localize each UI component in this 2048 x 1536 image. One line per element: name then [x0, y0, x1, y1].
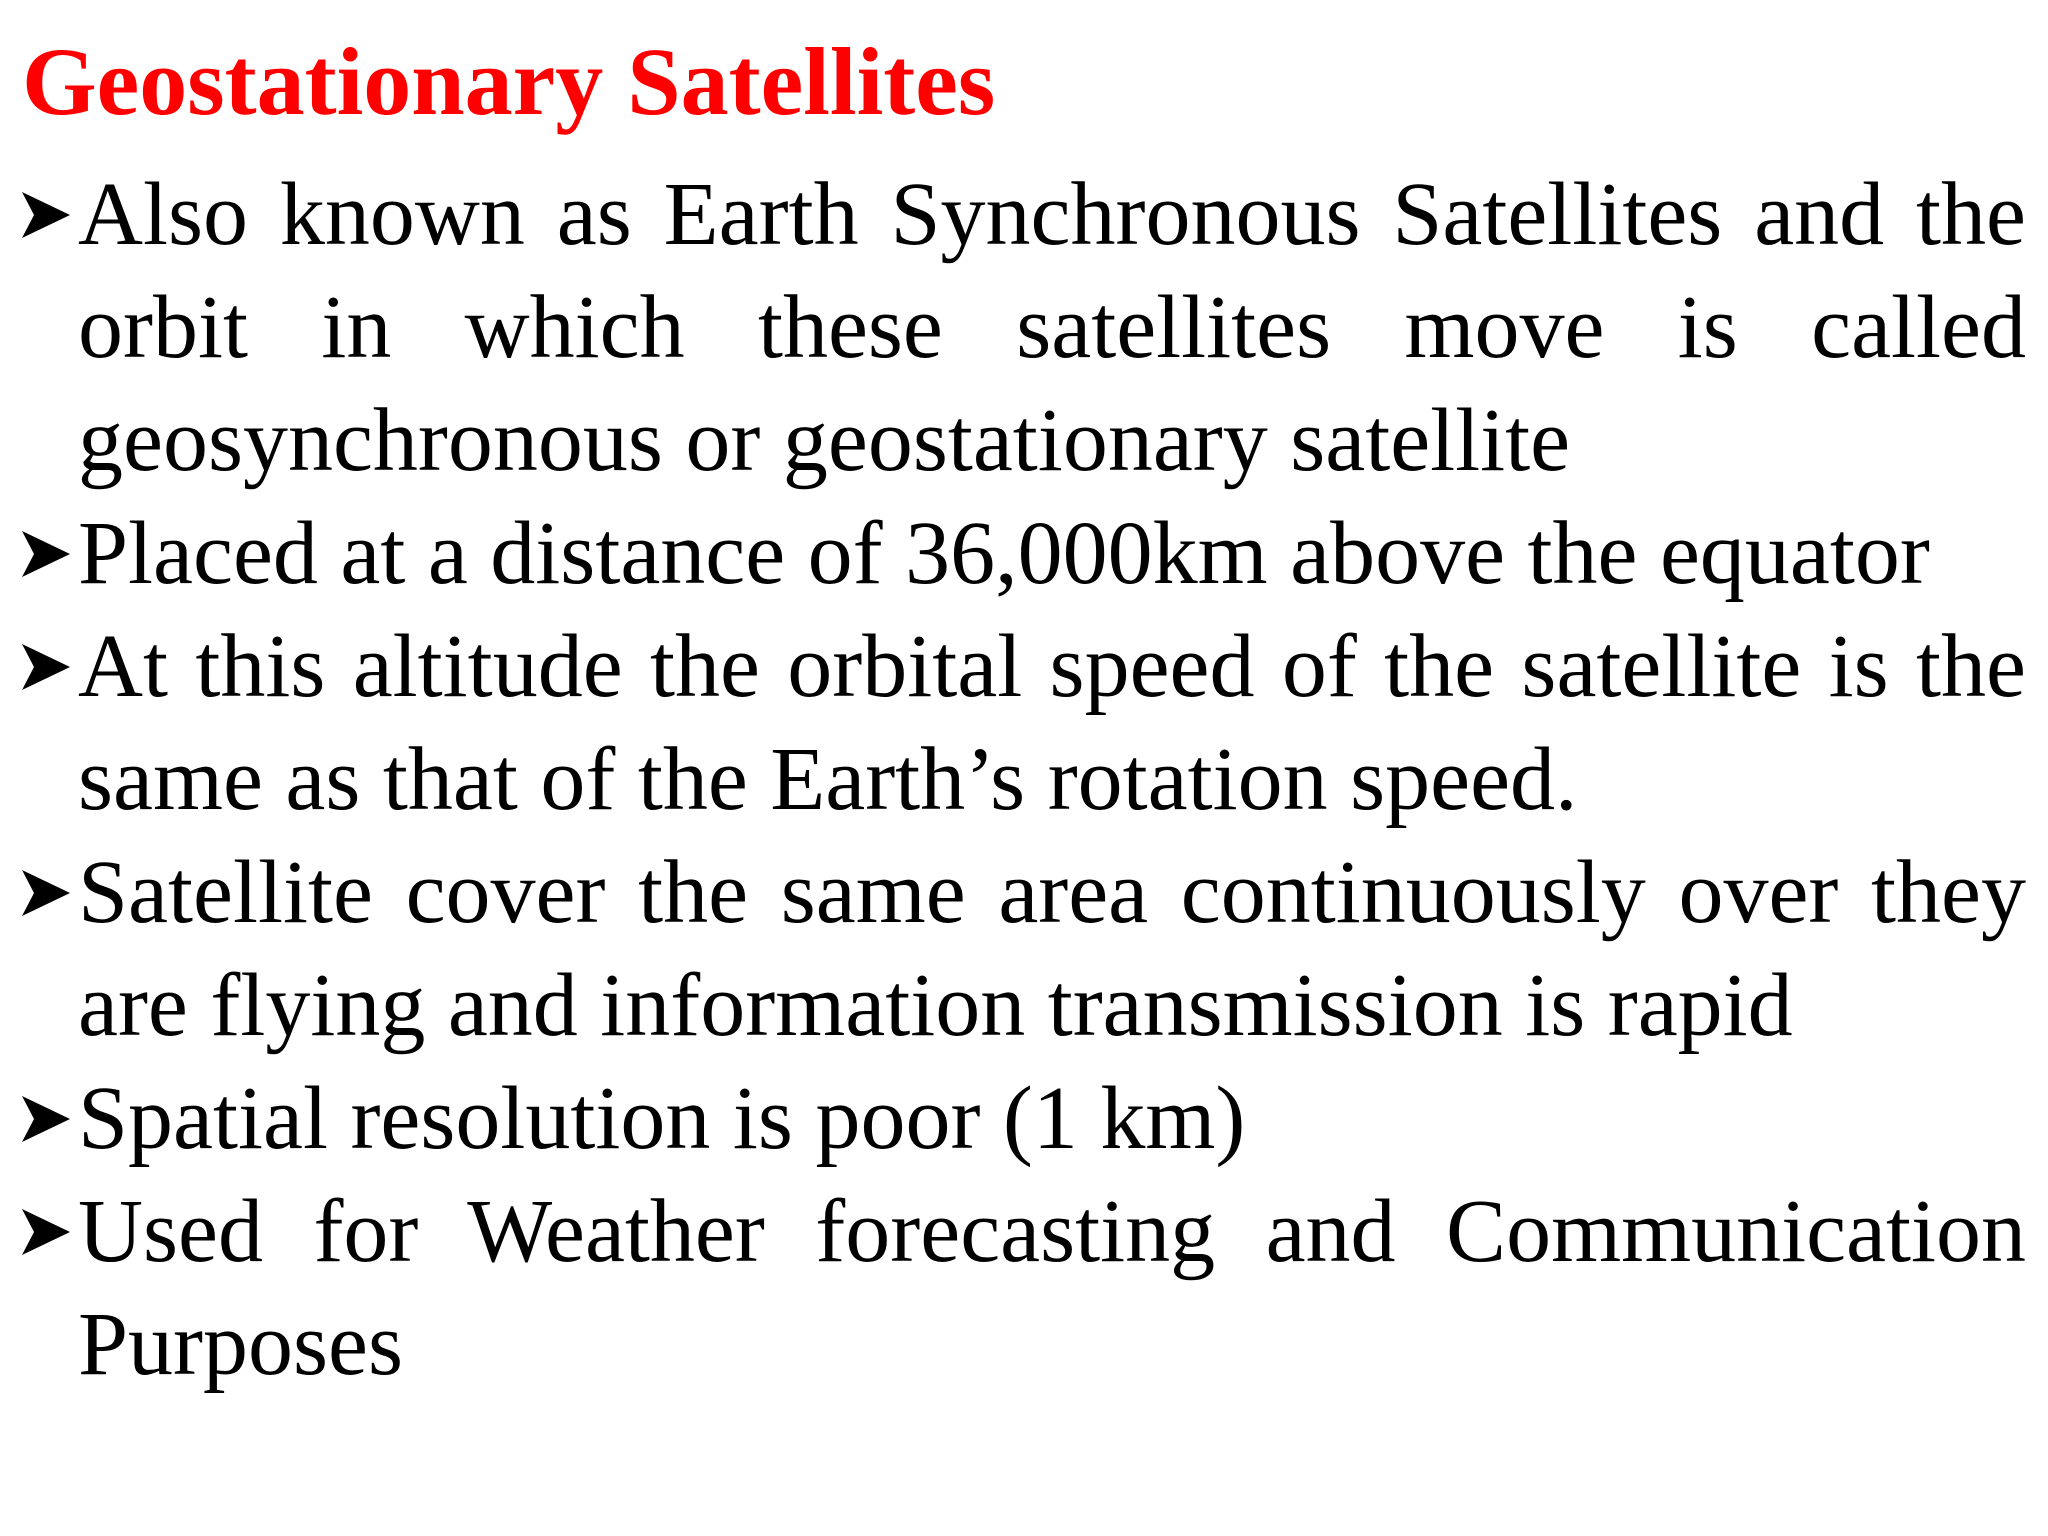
arrowhead-bullet-icon: [20, 189, 72, 241]
bullet-item: [0, 158, 2048, 497]
arrowhead-bullet-icon: [20, 1206, 72, 1258]
bullet-text: At this altitude the orbital speed of the satellite is the same as that of the Earth’s rotation speed.: [78, 617, 2026, 829]
bullet-text: Satellite cover the same area continuously over they are flying and information transmission is rapid: [78, 843, 2026, 1055]
bullet-item: [0, 497, 2048, 610]
arrowhead-bullet-icon: [20, 1093, 72, 1145]
arrowhead-bullet-icon: [20, 867, 72, 919]
bullet-item: [0, 1175, 2048, 1401]
bullet-text: Spatial resolution is poor (1 km): [78, 1069, 1246, 1168]
arrowhead-bullet-icon: [20, 528, 72, 580]
bullet-text: Also known as Earth Synchronous Satellites and the orbit in which these satellites move is called geosynchronous or geostationary satellite: [78, 165, 2026, 490]
bullet-item: [0, 836, 2048, 1062]
bullet-text: Used for Weather forecasting and Communication Purposes: [78, 1182, 2026, 1394]
bullet-item: [0, 1062, 2048, 1175]
bullet-item: [0, 610, 2048, 836]
arrowhead-bullet-icon: [20, 641, 72, 693]
bullet-text: Placed at a distance of 36,000km above the equator: [78, 504, 1930, 603]
bullet-list: [0, 158, 2048, 1401]
slide-title: Geostationary Satellites: [22, 28, 996, 135]
